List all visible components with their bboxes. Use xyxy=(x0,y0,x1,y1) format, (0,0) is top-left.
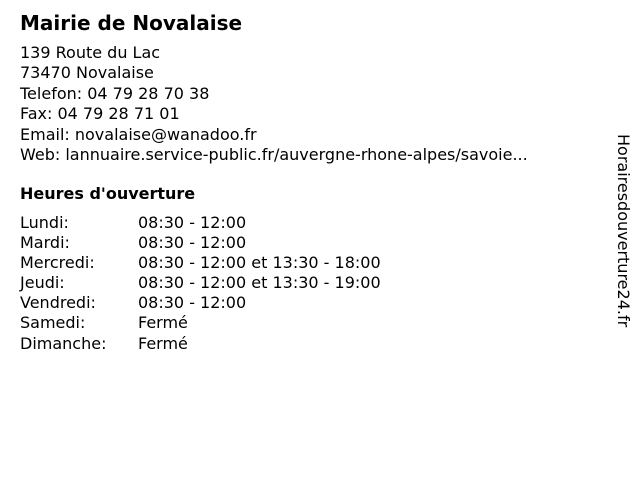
address-city: 73470 Novalaise xyxy=(20,63,154,83)
day-hours: Fermé xyxy=(138,333,188,353)
contact-block xyxy=(20,43,528,165)
day-label: Mercredi: xyxy=(20,253,95,273)
phone-number: Telefon: 04 79 28 70 38 xyxy=(20,83,210,103)
day-hours: 08:30 - 12:00 xyxy=(138,293,247,313)
day-hours: 08:30 - 12:00 xyxy=(138,213,247,232)
site-watermark: Horairesdouverture24.fr xyxy=(614,134,633,328)
day-hours: 08:30 - 12:00 et 13:30 - 18:00 xyxy=(138,253,381,273)
day-hours: 08:30 - 12:00 et 13:30 - 19:00 xyxy=(138,273,381,293)
email-address: Email: novalaise@wanadoo.fr xyxy=(20,124,257,144)
day-label: Jeudi: xyxy=(20,273,65,293)
day-label: Lundi: xyxy=(20,213,69,232)
day-hours: 08:30 - 12:00 xyxy=(138,233,247,253)
opening-hours-heading: Heures d'ouverture xyxy=(20,184,196,203)
day-label: Samedi: xyxy=(20,313,86,333)
page-title: Mairie de Novalaise xyxy=(20,11,243,35)
website-url: Web: lannuaire.service-public.fr/auvergne-rhone-alpes/savoie... xyxy=(20,144,528,164)
day-label: Dimanche: xyxy=(20,333,107,353)
day-hours: Fermé xyxy=(138,313,188,333)
fax-number: Fax: 04 79 28 71 01 xyxy=(20,104,180,124)
day-label: Mardi: xyxy=(20,233,70,253)
address-street: 139 Route du Lac xyxy=(20,43,161,62)
day-label: Vendredi: xyxy=(20,293,96,313)
